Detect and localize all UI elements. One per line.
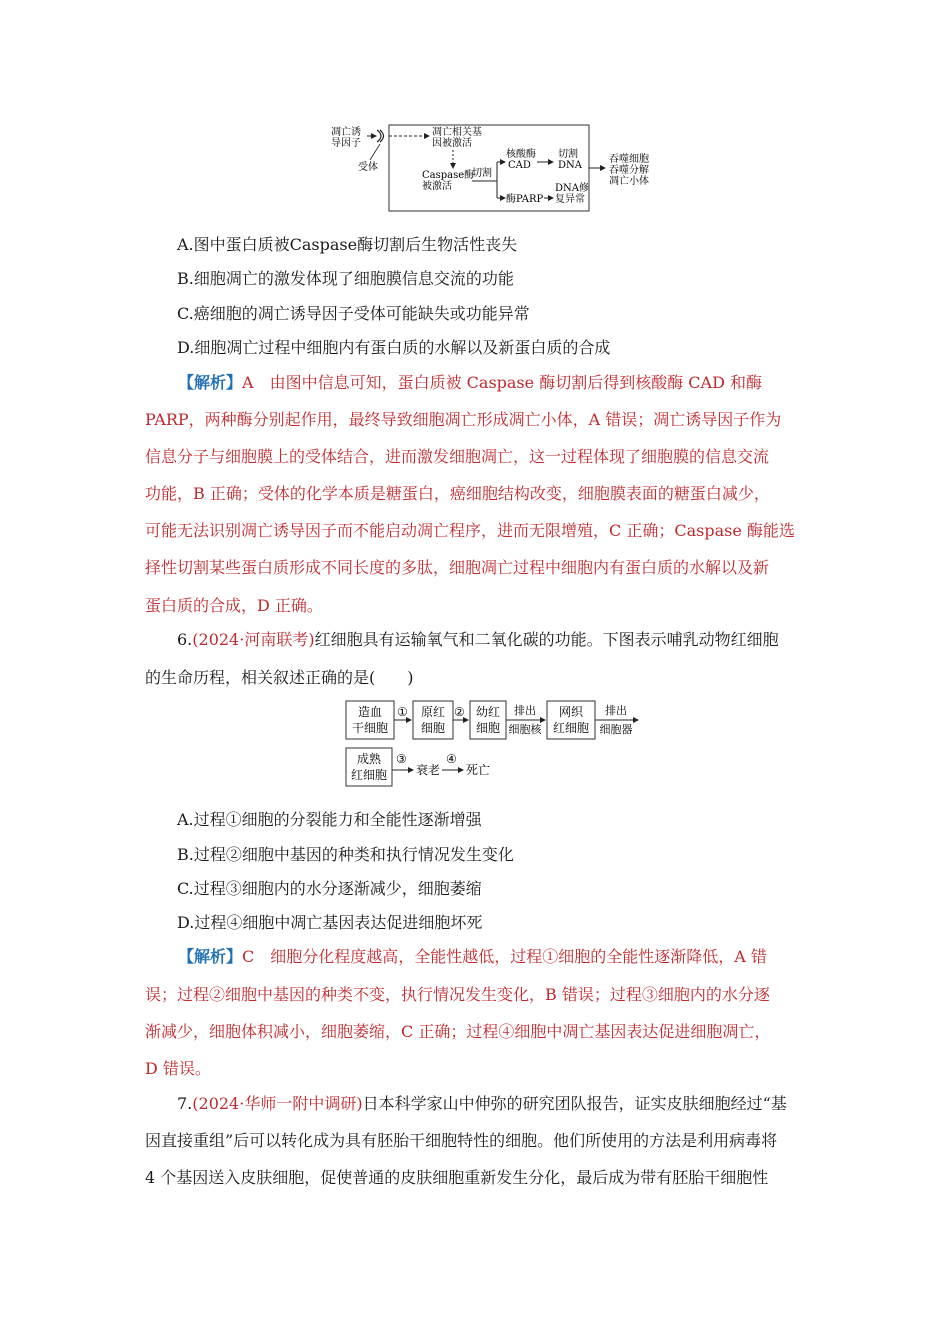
q6-analysis-line-2: 误；过程②细胞中基因的种类不变，执行情况发生变化，B 错误；过程③细胞内的水分逐	[145, 985, 770, 1004]
gene-activated-2: 因被激活	[432, 138, 472, 149]
q7-stem-line-2: 因直接重组”后可以转化成为具有胚胎干细胞特性的细胞。他们所使用的方法是利用病毒将	[145, 1131, 778, 1150]
box4-label-2: 红细胞	[552, 721, 590, 735]
phagocyte-label-3: 凋亡小体	[609, 176, 649, 187]
q5-analysis-line-3: 信息分子与细胞膜上的受体结合，进而激发细胞凋亡，这一过程体现了细胞膜的信息交流	[145, 447, 770, 466]
dna-repair-label-1: DNA修	[555, 183, 589, 194]
receptor-pointer	[370, 144, 380, 160]
nuclease-label-2: CAD	[508, 160, 531, 171]
box1-label-1: 造血	[357, 705, 383, 719]
q6-option-b: B.过程②细胞中基因的种类和执行情况发生变化	[177, 845, 514, 864]
parp-label: 酶PARP	[506, 194, 544, 205]
box3-label-1: 幼红	[475, 705, 501, 719]
q6-option-d: D.过程④细胞中凋亡基因表达促进细胞坏死	[177, 913, 483, 932]
q5-analysis-line-7: 蛋白质的合成，D 正确。	[145, 596, 323, 615]
q6-option-c: C.过程③细胞内的水分逐渐减少，细胞萎缩	[177, 879, 482, 898]
q5-option-c: C.癌细胞的凋亡诱导因子受体可能缺失或功能异常	[177, 304, 530, 323]
rbc-lifecycle-diagram	[340, 698, 650, 790]
step1-label: ①	[397, 705, 408, 719]
aging-label: 衰老	[416, 763, 441, 777]
q5-analysis-line-5: 可能无法识别凋亡诱导因子而不能启动凋亡程序，进而无限增殖，C 正确；Caspase 酶能选	[145, 521, 795, 540]
q6-analysis-line-4: D 错误。	[145, 1059, 211, 1078]
inducer-label-1: 凋亡诱	[331, 127, 361, 138]
nuclease-label-1: 核酸酶	[506, 149, 536, 160]
q5-option-d: D.细胞凋亡过程中细胞内有蛋白质的水解以及新蛋白质的合成	[177, 338, 611, 357]
box2-label-1: 原红	[420, 705, 446, 719]
box2-label-2: 细胞	[420, 721, 446, 735]
cut-dna-label-1: 切割	[558, 149, 578, 160]
box5-label-1: 成熟	[356, 752, 382, 766]
q6-stem-line-1: 6.(2024·河南联考)红细胞具有运输氧气和二氧化碳的功能。下图表示哺乳动物红细胞	[177, 630, 779, 649]
step3-label: ③	[396, 752, 407, 766]
q5-option-b: B.细胞凋亡的激发体现了细胞膜信息交流的功能	[177, 269, 514, 288]
arrow4-top-label: 排出	[605, 704, 627, 717]
receptor-label: 受体	[358, 162, 378, 173]
q7-source: (2024·华师一附中调研)	[192, 1094, 363, 1113]
box1-label-2: 干细胞	[351, 721, 389, 735]
phagocyte-label-2: 吞噬分解	[609, 165, 649, 176]
box3-label-2: 细胞	[475, 721, 501, 735]
apoptosis-diagram	[325, 118, 685, 218]
q5-jiexi-tag: 【解析】	[178, 373, 243, 392]
q6-analysis-line-1: 【解析】C 细胞分化程度越高，全能性越低，过程①细胞的全能性逐渐降低，A 错	[178, 947, 767, 966]
box4-label-1: 网织	[558, 705, 584, 719]
cut-label: 切割	[472, 168, 492, 179]
arrow3-top-label: 排出	[514, 704, 536, 717]
q6-stem-line-2: 的生命历程，相关叙述正确的是( )	[145, 668, 414, 687]
q5-analysis-line-4: 功能，B 正确；受体的化学本质是糖蛋白，癌细胞结构改变，细胞膜表面的糖蛋白减少，	[145, 484, 770, 503]
step2-label: ②	[454, 705, 465, 719]
arrow3-bottom-label: 细胞核	[508, 723, 542, 736]
phagocyte-label-1: 吞噬细胞	[609, 154, 649, 165]
step4-label: ④	[446, 752, 457, 766]
q6-source: (2024·河南联考)	[192, 630, 315, 649]
q7-stem-line-3: 4 个基因送入皮肤细胞，促使普通的皮肤细胞重新发生分化，最后成为带有胚胎干细胞性	[145, 1168, 769, 1187]
q6-analysis-line-3: 渐减少，细胞体积减小，细胞萎缩，C 正确；过程④细胞中凋亡基因表达促进细胞凋亡，	[145, 1022, 771, 1041]
death-label: 死亡	[466, 763, 491, 777]
q5-option-a: A.图中蛋白质被Caspase酶切割后生物活性丧失	[177, 235, 518, 254]
q5-analysis-line-1: 【解析】A 由图中信息可知，蛋白质被 Caspase 酶切割后得到核酸酶 CAD 和酶	[178, 373, 762, 392]
cut-dna-label-2: DNA	[558, 160, 582, 171]
caspase-label-1: Caspase酶	[422, 170, 475, 181]
caspase-label-2: 被激活	[422, 181, 452, 192]
inducer-label-2: 导因子	[331, 138, 361, 149]
dna-repair-label-2: 复异常	[555, 194, 585, 205]
arrow4-bottom-label: 细胞器	[599, 723, 633, 736]
receptor-shape	[377, 130, 384, 142]
q6-jiexi-tag: 【解析】	[178, 947, 243, 966]
gene-activated-1: 凋亡相关基	[432, 127, 482, 138]
q7-stem-line-1: 7.(2024·华师一附中调研)日本科学家山中伸弥的研究团队报告，证实皮肤细胞经过“基	[177, 1094, 787, 1113]
q5-analysis-line-6: 择性切割某些蛋白质形成不同长度的多肽，细胞凋亡过程中细胞内有蛋白质的水解以及新	[145, 558, 770, 577]
box5-label-2: 红细胞	[350, 768, 388, 782]
q5-analysis-line-2: PARP，两种酶分别起作用，最终导致细胞凋亡形成凋亡小体，A 错误；凋亡诱导因子作为	[145, 410, 782, 429]
q6-option-a: A.过程①细胞的分裂能力和全能性逐渐增强	[177, 810, 482, 829]
